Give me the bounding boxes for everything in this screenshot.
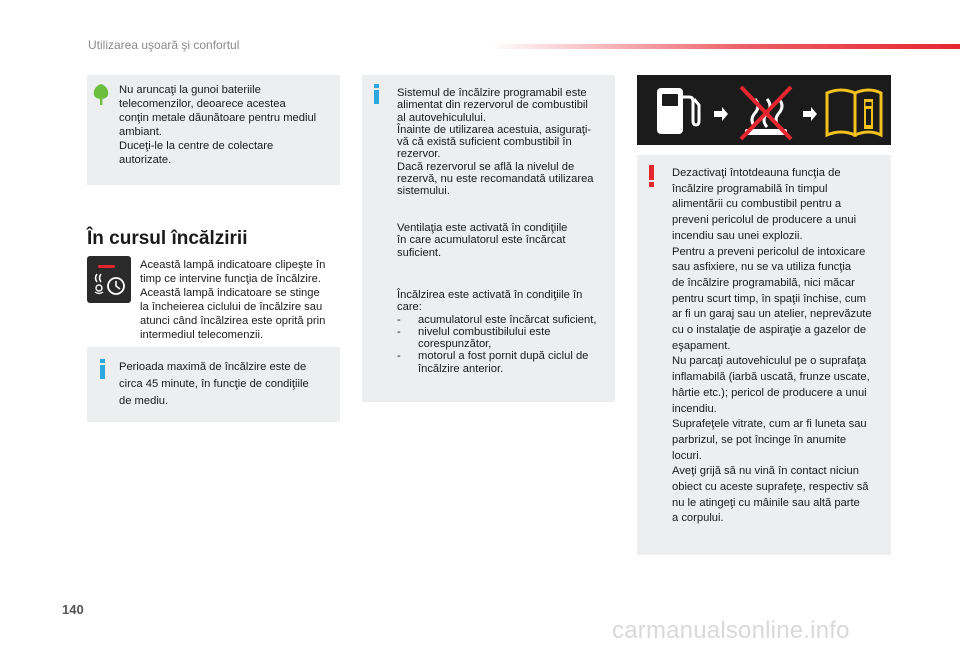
fuel-warning-pictogram (637, 75, 891, 145)
info-icon-dot (100, 359, 105, 363)
list-item-text: acumulatorul este încărcat suficient, (418, 313, 597, 326)
section-title: În cursul încălzirii (87, 228, 248, 249)
watermark: carmanualsonline.info (612, 617, 850, 644)
list-item-text: motorul a fost pornit după ciclul de încălzire anterior. (418, 350, 589, 375)
system-note-paragraph-2: Ventilaţia este activată în condiţiile în care acumulatorul este încărcat suficient. (397, 222, 568, 259)
info-icon-dot (374, 84, 379, 88)
list-item-text: nivelul combustibilului este corespunzător, (418, 325, 551, 351)
warning-note-text: Dezactivaţi întotdeauna funcţia de încălzire programabilă în timpul alimentării cu combustibil pentru a preveni pericolul de producere a unui incendiu sau unei explozii. Pentru a preveni pericolul de intoxicare sau asfixiere, nu se va utiliza funcţia de încălzire programabilă, nici măcar pentru scurt timp, în spaţii închise, cum ar fi un garaj sau un atelier, neprevăzute cu o instalaţie de aspiraţie a gazelor de eşapament. Nu parcaţi autovehiculul pe o suprafaţa inflamabilă (iarbă uscată, frunze uscate, hârtie etc.); pericol de producere a unui incendiu. Suprafeţele vitrate, cum ar fi luneta sau parbrizul, se pot încinge în anumite locuri. Aveţi grijă să nu vină în contact niciun obiect cu aceste suprafeţe, respectiv să nu le atingeţi cu mâinile sau altă parte a corpului. (672, 167, 872, 525)
conditions-intro: Încălzirea este activată în condiţiile în care: (397, 289, 583, 314)
info-icon-bar (100, 365, 105, 379)
list-item-dash: - (397, 325, 401, 338)
list-item (397, 326, 612, 351)
header-title: Utilizarea uşoară şi confortul (88, 38, 240, 52)
indicator-description: Această lampă indicatoare clipeşte în timp ce intervine funcţia de încălzire. Această lampă indicatoare se stinge la încheierea ciclului de încălzire sau atunci când încălzirea este oprită prin intermediul telecomenzii. (140, 259, 326, 341)
arrow-right-icon (714, 107, 728, 121)
system-note-paragraph-1: Sistemul de încălzire programabil este alimentat din rezervorul de combustibil al autovehiculului. Înainte de utilizarea acestuia, asiguraţi- vă că există suficient combustibil în rezervor. Dacă rezervorul se află la nivelul de rezervă, nu este recomandată utilizarea sistemului. (397, 87, 594, 198)
info-icon (98, 359, 107, 379)
manual-book-icon (827, 90, 881, 135)
list-item (397, 314, 612, 326)
exclamation-icon (648, 165, 656, 187)
fuel-pump-icon (657, 88, 699, 134)
period-note-text: Perioada maximă de încălzire este de circa 45 minute, în funcţie de condiţiile de mediu. (119, 361, 309, 407)
info-icon (372, 84, 381, 104)
info-icon-bar (374, 90, 379, 104)
page-number: 140 (62, 602, 84, 617)
heater-crossed-icon (741, 87, 791, 139)
system-note-conditions (397, 289, 612, 375)
arrow-right-icon (803, 107, 817, 121)
exclamation-icon-bar (649, 165, 654, 180)
list-item (397, 350, 612, 375)
leaf-icon (92, 83, 110, 105)
list-item-dash: - (397, 313, 401, 326)
heater-timer-icon (87, 256, 131, 303)
recycle-note-text: Nu aruncaţi la gunoi bateriile telecomenzilor, deoarece acestea conţin metale dăunătoare pentru mediul ambiant. Duceţi-le la centre de colectare autorizate. (119, 84, 317, 166)
list-item-dash: - (397, 350, 401, 363)
header-accent-bar (490, 44, 960, 49)
exclamation-icon-dot (649, 182, 654, 187)
